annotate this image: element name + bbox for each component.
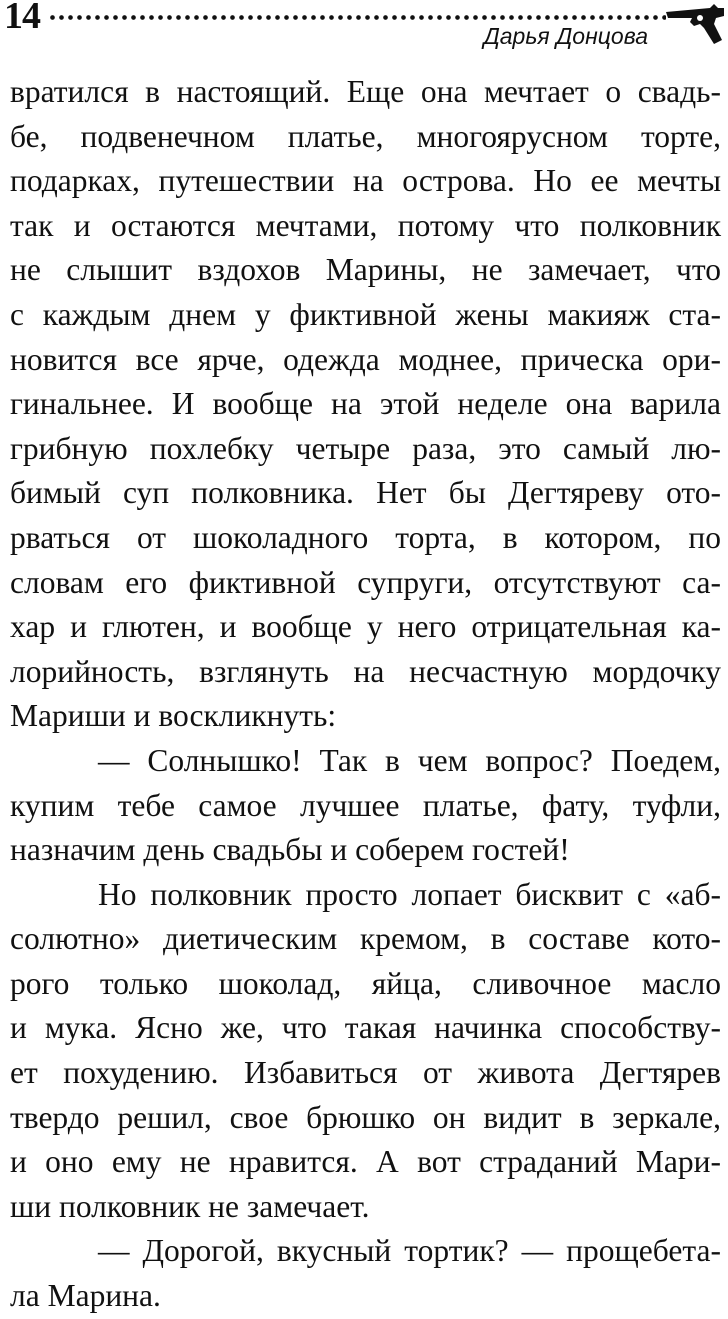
text-line: — Солнышко! Так в чем вопрос? Поедем, — [98, 742, 721, 778]
text-line: лорийность, взглянуть на несчастную мордочку — [10, 653, 721, 689]
text-line: подарках, путешествии на острова. Но ее мечты — [10, 163, 721, 199]
dotted-rule — [48, 14, 666, 21]
revolver-icon — [664, 2, 726, 46]
text-line: бимый суп полковника. Нет бы Дегтяреву ото- — [10, 475, 721, 511]
paragraph — [10, 739, 721, 873]
text-line: не слышит вздохов Марины, не замечает, что — [10, 252, 721, 288]
text-line: солютно» диетическим кремом, в составе кото- — [10, 921, 721, 957]
book-page-text — [10, 70, 721, 1319]
text-line: так и остаются мечтами, потому что полковник — [10, 207, 721, 243]
text-line: бе, подвенечном платье, многоярусном торте, — [10, 118, 721, 154]
text-line: словам его фиктивной супруги, отсутствуют са- — [10, 564, 721, 600]
text-line: грибную похлебку четыре раза, это самый лю- — [10, 430, 721, 466]
text-line: и мука. Ясно же, что такая начинка способству- — [10, 1010, 721, 1046]
page-number: 14 — [4, 0, 40, 37]
text-line: Мариши и воскликнуть: — [10, 698, 337, 734]
text-line: новится все ярче, одежда моднее, прическа ори- — [10, 341, 721, 377]
text-line: назначим день свадьбы и соберем гостей! — [10, 832, 570, 868]
author-name: Дарья Донцова — [483, 23, 648, 49]
text-line: — Дорогой, вкусный тортик? — прощебета- — [98, 1233, 721, 1269]
text-line: хар и глютен, и вообще у него отрицательная ка- — [10, 609, 721, 645]
paragraph — [10, 873, 721, 1230]
text-line: ла Марина. — [10, 1278, 161, 1314]
text-line: Но полковник просто лопает бисквит с «аб- — [98, 876, 721, 912]
running-header — [0, 0, 728, 60]
paragraph — [10, 70, 721, 739]
text-line: с каждым днем у фиктивной жены макияж ста- — [10, 296, 721, 332]
paragraph — [10, 1229, 721, 1318]
text-line: твердо решил, свое брюшко он видит в зеркале, — [10, 1099, 721, 1135]
text-line: ши полковник не замечает. — [10, 1188, 370, 1224]
text-line: гинальнее. И вообще на этой неделе она варила — [10, 386, 721, 422]
text-line: ет похудению. Избавиться от живота Дегтярев — [10, 1055, 721, 1091]
text-line: вратился в настоящий. Еще она мечтает о свадь- — [10, 74, 721, 109]
text-line: купим тебе самое лучшее платье, фату, туфли, — [10, 787, 721, 823]
text-line: и оно ему не нравится. А вот страданий Мари- — [10, 1144, 721, 1180]
text-line: рваться от шоколадного торта, в котором, по — [10, 519, 721, 555]
text-line: рого только шоколад, яйца, сливочное масло — [10, 965, 721, 1001]
